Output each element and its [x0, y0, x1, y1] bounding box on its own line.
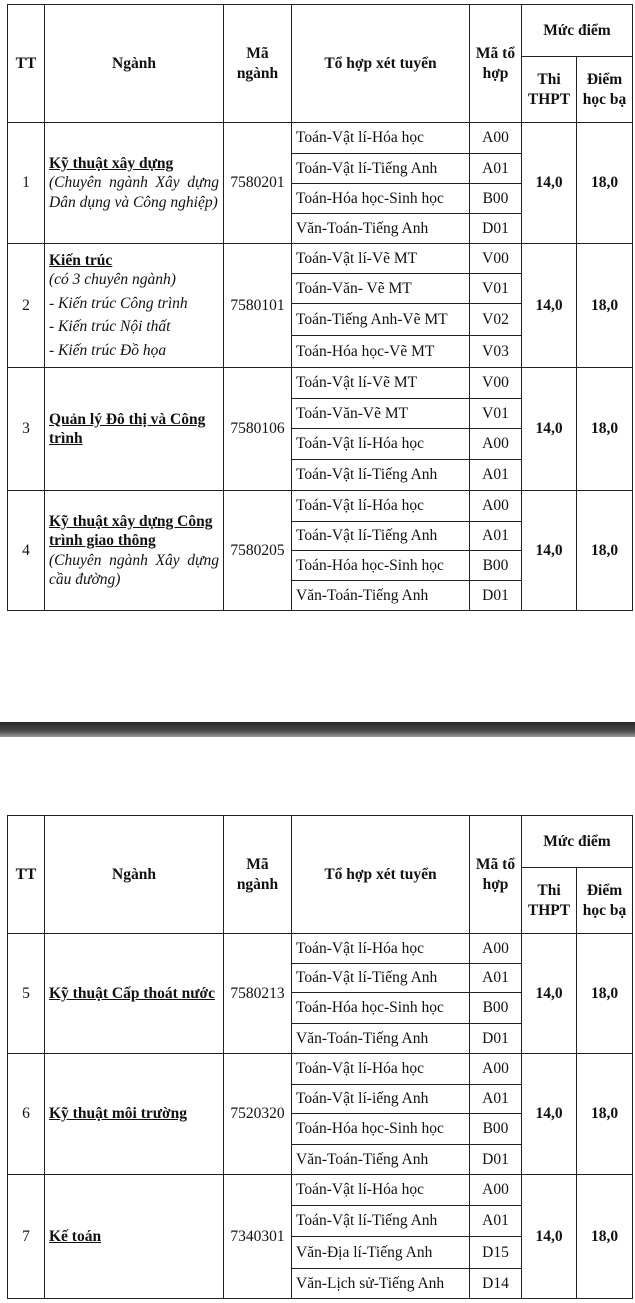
admission-table-2	[7, 815, 633, 1299]
combination-label: Văn-Toán-Tiếng Anh	[292, 214, 470, 244]
score-transcript: 18,0	[577, 934, 633, 1054]
combination-code: A00	[470, 934, 522, 964]
specialization-item: - Kiến trúc Nội thất	[49, 318, 171, 336]
header-score-thpt: Thi THPT	[522, 868, 577, 934]
combination-label: Toán-Vật lí-Hóa học	[292, 1175, 470, 1206]
combination-code: B00	[470, 1114, 522, 1145]
combination-code: V02	[470, 304, 522, 336]
combination-label: Văn-Lịch sử-Tiếng Anh	[292, 1269, 470, 1299]
combination-label: Toán-Vật lí-Hóa học	[292, 491, 470, 522]
combination-label: Toán-Vật lí-Hóa học	[292, 429, 470, 460]
score-transcript: 18,0	[577, 1054, 633, 1175]
score-thpt: 14,0	[522, 368, 577, 491]
row-number: 2	[8, 244, 45, 368]
table-row	[8, 1054, 633, 1085]
table-row	[8, 934, 633, 964]
combination-code: V03	[470, 336, 522, 368]
major-name: Kỹ thuật xây dựng	[49, 154, 174, 172]
admission-table-1	[7, 4, 633, 611]
combination-code: V01	[470, 274, 522, 304]
combination-label: Toán-Vật lí-Tiếng Anh	[292, 460, 470, 491]
combination-code: B00	[470, 184, 522, 214]
combination-code: V01	[470, 399, 522, 429]
major-note: (Chuyên ngành Xây dựng Dân dụng và Công nghiệp)	[49, 174, 219, 211]
combination-code: A00	[470, 1175, 522, 1206]
combination-code: D01	[470, 581, 522, 611]
major-cell	[45, 934, 224, 1054]
major-note: (Chuyên ngành Xây dựng cầu đường)	[49, 551, 219, 588]
row-number: 6	[8, 1054, 45, 1175]
header-major-code: Mã ngành	[224, 5, 292, 123]
combination-label: Toán-Tiếng Anh-Vẽ MT	[292, 304, 470, 336]
major-code: 7580213	[224, 934, 292, 1054]
score-transcript: 18,0	[577, 491, 633, 611]
combination-label: Văn-Địa lí-Tiếng Anh	[292, 1237, 470, 1269]
major-name: Kỹ thuật Cấp thoát nước	[49, 984, 216, 1002]
major-cell	[45, 368, 224, 491]
score-thpt: 14,0	[522, 1175, 577, 1299]
header-score-group: Mức điểm	[522, 816, 633, 868]
major-cell	[45, 244, 224, 368]
combination-label: Toán-Vật lí-Tiếng Anh	[292, 1206, 470, 1237]
table-2-body	[8, 934, 633, 1299]
score-transcript: 18,0	[577, 368, 633, 491]
header-major: Ngành	[45, 5, 224, 123]
major-name: Kế toán	[49, 1227, 102, 1245]
header-subject-code: Mã tổ hợp	[470, 5, 522, 123]
table-row	[8, 491, 633, 522]
combination-label: Toán-Văn-Vẽ MT	[292, 399, 470, 429]
combination-label: Toán-Vật lí-Hóa học	[292, 1054, 470, 1085]
combination-label: Toán-Vật lí-Vẽ MT	[292, 244, 470, 274]
combination-label: Toán-Vật lí-Tiếng Anh	[292, 154, 470, 184]
combination-code: A00	[470, 123, 522, 154]
combination-label: Toán-Vật lí-Tiếng Anh	[292, 522, 470, 551]
major-code: 7340301	[224, 1175, 292, 1299]
major-cell	[45, 123, 224, 244]
specialization-item: - Kiến trúc Đồ họa	[49, 341, 167, 359]
combination-label: Toán-Vật lí-Vẽ MT	[292, 368, 470, 399]
major-name: Kỹ thuật môi trường	[49, 1105, 188, 1123]
major-name: Quản lý Đô thị và Công trình	[49, 410, 206, 447]
combination-code: A01	[470, 460, 522, 491]
combination-code: A01	[470, 154, 522, 184]
combination-code: D14	[470, 1269, 522, 1299]
table-1-body	[8, 123, 633, 611]
major-name: Kiến trúc	[49, 252, 113, 270]
header-score-group: Mức điểm	[522, 5, 633, 57]
combination-label: Toán-Hóa học-Vẽ MT	[292, 336, 470, 368]
row-number: 1	[8, 123, 45, 244]
combination-code: A00	[470, 429, 522, 460]
row-number: 3	[8, 368, 45, 491]
header-score-transcript: Điểm học bạ	[577, 868, 633, 934]
header-score-thpt: Thi THPT	[522, 57, 577, 123]
table-row	[8, 1175, 633, 1206]
page-separator	[0, 722, 635, 737]
major-name: Kỹ thuật xây dựng Công trình giao thông	[49, 512, 213, 550]
score-thpt: 14,0	[522, 491, 577, 611]
combination-code: A01	[470, 964, 522, 993]
table-row	[8, 123, 633, 154]
header-combination: Tổ hợp xét tuyển	[292, 816, 470, 934]
combination-label: Văn-Toán-Tiếng Anh	[292, 1145, 470, 1175]
row-number: 4	[8, 491, 45, 611]
score-thpt: 14,0	[522, 123, 577, 244]
major-cell	[45, 1054, 224, 1175]
combination-label: Toán-Vật lí-iếng Anh	[292, 1085, 470, 1114]
combination-code: D15	[470, 1237, 522, 1269]
score-thpt: 14,0	[522, 1054, 577, 1175]
score-transcript: 18,0	[577, 123, 633, 244]
score-thpt: 14,0	[522, 244, 577, 368]
combination-code: A00	[470, 491, 522, 522]
major-code: 7580205	[224, 491, 292, 611]
header-tt: TT	[8, 5, 45, 123]
header-combination: Tổ hợp xét tuyển	[292, 5, 470, 123]
specialization-item: - Kiến trúc Công trình	[49, 294, 188, 312]
header-major: Ngành	[45, 816, 224, 934]
row-number: 7	[8, 1175, 45, 1299]
major-code: 7520320	[224, 1054, 292, 1175]
major-note: (có 3 chuyên ngành)	[49, 271, 176, 289]
table-row	[8, 368, 633, 399]
combination-code: A00	[470, 1054, 522, 1085]
combination-code: B00	[470, 993, 522, 1024]
combination-label: Toán-Văn- Vẽ MT	[292, 274, 470, 304]
combination-code: A01	[470, 522, 522, 551]
combination-label: Toán-Hóa học-Sinh học	[292, 184, 470, 214]
major-cell	[45, 1175, 224, 1299]
combination-label: Toán-Vật lí-Hóa học	[292, 123, 470, 154]
major-code: 7580201	[224, 123, 292, 244]
header-tt: TT	[8, 816, 45, 934]
major-code: 7580101	[224, 244, 292, 368]
header-subject-code: Mã tổ hợp	[470, 816, 522, 934]
header-score-transcript: Điểm học bạ	[577, 57, 633, 123]
combination-code: A01	[470, 1085, 522, 1114]
score-transcript: 18,0	[577, 244, 633, 368]
combination-label: Văn-Toán-Tiếng Anh	[292, 581, 470, 611]
combination-label: Văn-Toán-Tiếng Anh	[292, 1024, 470, 1054]
combination-code: A01	[470, 1206, 522, 1237]
combination-code: D01	[470, 214, 522, 244]
score-transcript: 18,0	[577, 1175, 633, 1299]
major-code: 7580106	[224, 368, 292, 491]
score-thpt: 14,0	[522, 934, 577, 1054]
combination-label: Toán-Hóa học-Sinh học	[292, 993, 470, 1024]
combination-code: V00	[470, 244, 522, 274]
row-number: 5	[8, 934, 45, 1054]
combination-label: Toán-Vật lí-Tiếng Anh	[292, 964, 470, 993]
combination-label: Toán-Vật lí-Hóa học	[292, 934, 470, 964]
header-major-code: Mã ngành	[224, 816, 292, 934]
combination-code: V00	[470, 368, 522, 399]
combination-label: Toán-Hóa học-Sinh học	[292, 1114, 470, 1145]
major-cell	[45, 491, 224, 611]
table-row	[8, 244, 633, 274]
combination-code: D01	[470, 1145, 522, 1175]
combination-label: Toán-Hóa học-Sinh học	[292, 551, 470, 581]
combination-code: D01	[470, 1024, 522, 1054]
combination-code: B00	[470, 551, 522, 581]
